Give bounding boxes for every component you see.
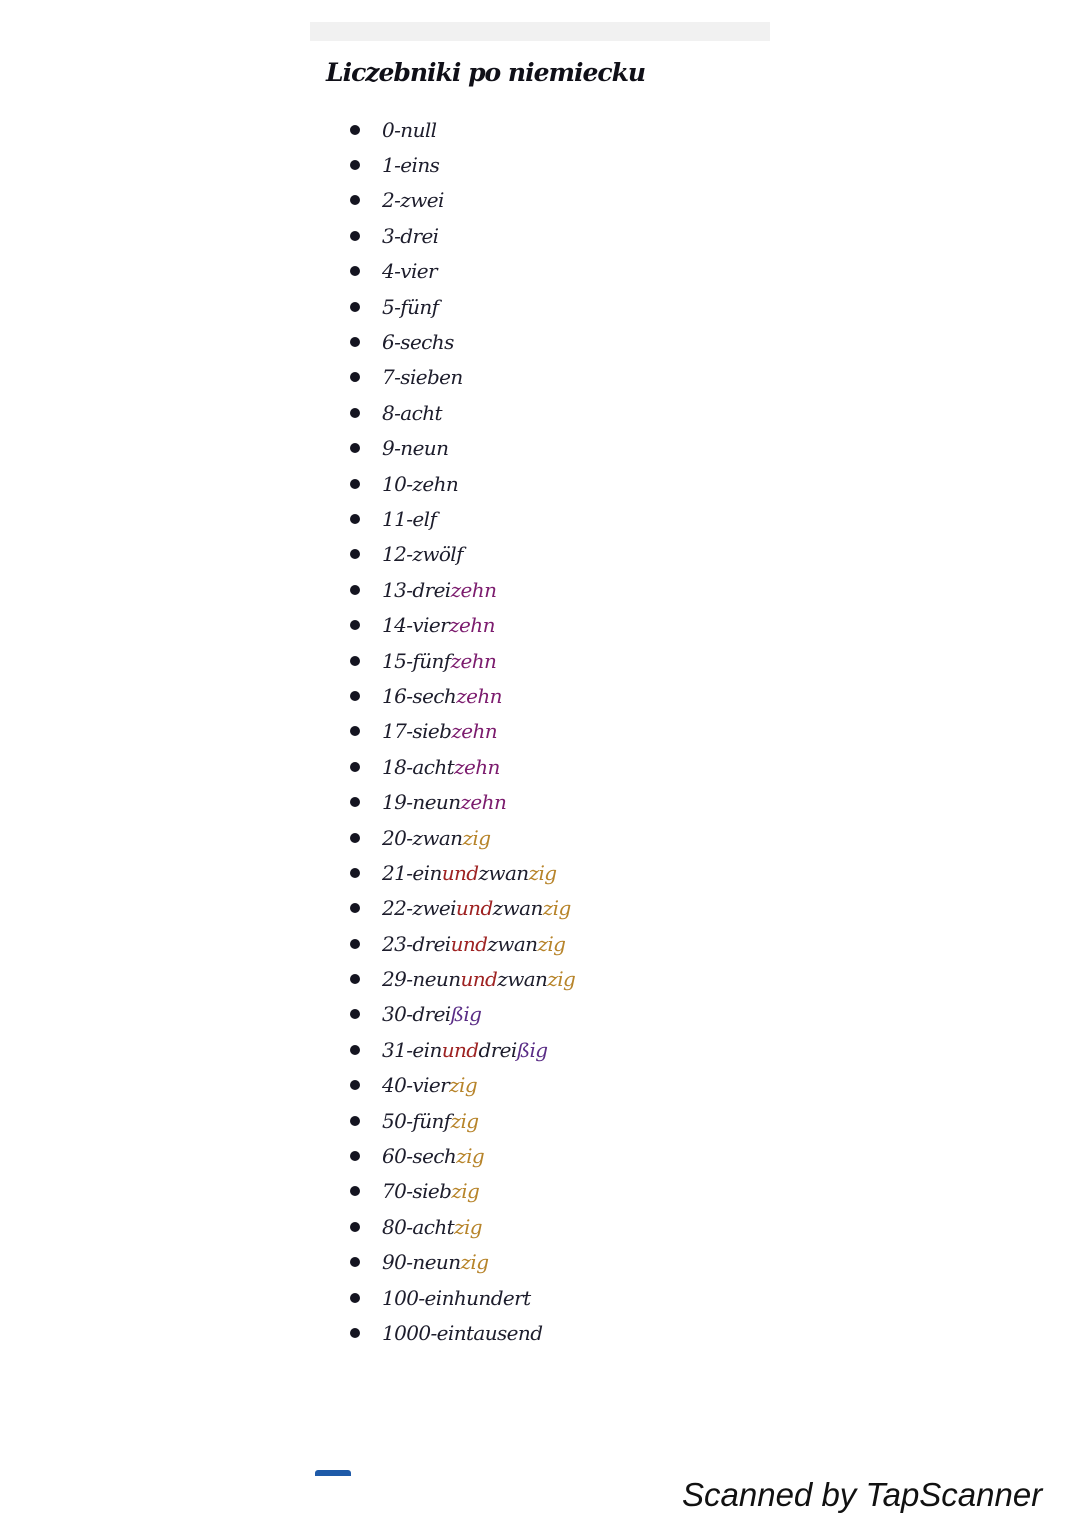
number-segment-plain: 5-fünf — [382, 294, 439, 319]
number-segment-plain: 50-fünf — [382, 1108, 451, 1133]
number-label — [382, 1002, 481, 1026]
number-label — [382, 365, 463, 389]
number-label — [382, 542, 463, 566]
number-label — [382, 153, 439, 177]
number-label — [382, 259, 437, 283]
number-label — [382, 613, 495, 637]
number-segment-und: und — [455, 896, 493, 921]
number-segment-plain: 60-sech — [382, 1144, 457, 1169]
bullet-icon — [350, 1116, 360, 1126]
number-label — [382, 330, 454, 354]
number-segment-ssig: ßig — [516, 1037, 548, 1062]
list-item — [350, 254, 575, 289]
list-item — [350, 855, 575, 890]
number-label — [382, 790, 506, 814]
bullet-icon — [350, 1328, 360, 1338]
page-title: Liczebniki po niemiecku — [326, 58, 646, 87]
number-segment-zig: zig — [456, 1144, 485, 1169]
number-segment-und: und — [441, 1037, 479, 1062]
number-segment-plain: 3-drei — [382, 223, 439, 248]
bullet-icon — [350, 585, 360, 595]
number-segment-zehn: zehn — [460, 790, 507, 815]
list-item — [350, 183, 575, 218]
list-item — [350, 466, 575, 501]
bullet-icon — [350, 231, 360, 241]
number-label — [382, 932, 565, 956]
number-segment-plain: 10-zehn — [382, 471, 459, 496]
number-segment-plain: 18-acht — [382, 754, 455, 779]
scanner-watermark: Scanned by TapScanner — [682, 1476, 1043, 1513]
number-segment-plain: 40-vier — [382, 1073, 450, 1098]
bullet-icon — [350, 691, 360, 701]
number-segment-zig: zig — [537, 931, 566, 956]
list-item — [350, 1174, 575, 1209]
list-item — [350, 218, 575, 253]
bullet-icon — [350, 903, 360, 913]
number-label — [382, 507, 436, 531]
bullet-icon — [350, 1257, 360, 1267]
number-label — [382, 684, 502, 708]
number-segment-plain: 80-acht — [382, 1214, 455, 1239]
list-item — [350, 572, 575, 607]
number-label — [382, 861, 557, 885]
number-segment-plain: 17-sieb — [382, 719, 452, 744]
number-label — [382, 719, 497, 743]
list-item — [350, 891, 575, 926]
list-item — [350, 784, 575, 819]
list-item — [350, 324, 575, 359]
number-label — [382, 295, 438, 319]
bullet-icon — [350, 302, 360, 312]
bullet-icon — [350, 337, 360, 347]
number-segment-zehn: zehn — [450, 577, 497, 602]
number-segment-zehn: zehn — [451, 719, 498, 744]
list-item — [350, 643, 575, 678]
bullet-icon — [350, 620, 360, 630]
list-item — [350, 820, 575, 855]
bullet-icon — [350, 372, 360, 382]
list-item — [350, 1032, 575, 1067]
bullet-icon — [350, 1080, 360, 1090]
number-segment-plain: 15-fünf — [382, 648, 451, 673]
number-segment-zig: zig — [460, 1250, 489, 1275]
number-segment-plain: 6-sechs — [382, 330, 454, 355]
number-segment-plain: 1000-eintausend — [382, 1320, 543, 1345]
number-label — [382, 1179, 479, 1203]
number-segment-plain: drei — [478, 1037, 517, 1062]
number-segment-zehn: zehn — [454, 754, 500, 779]
bullet-icon — [350, 1045, 360, 1055]
number-segment-plain: 90-neun — [382, 1250, 461, 1275]
bullet-icon — [350, 762, 360, 772]
number-segment-und: und — [450, 931, 488, 956]
number-label — [382, 1215, 482, 1239]
number-segment-plain: 16-sech — [382, 683, 457, 708]
list-item — [350, 1068, 575, 1103]
number-label — [382, 1321, 542, 1345]
number-segment-zig: zig — [462, 825, 491, 850]
number-segment-plain: 21-ein — [382, 860, 442, 885]
number-segment-plain: zwan — [478, 860, 529, 885]
list-item — [350, 961, 575, 996]
number-segment-und: und — [460, 967, 498, 992]
list-item — [350, 714, 575, 749]
list-item — [350, 289, 575, 324]
number-label — [382, 472, 458, 496]
bullet-icon — [350, 266, 360, 276]
bullet-icon — [350, 160, 360, 170]
number-label — [382, 967, 575, 991]
number-label — [382, 1038, 547, 1062]
number-segment-zig: zig — [542, 896, 571, 921]
number-segment-zig: zig — [450, 1108, 479, 1133]
bullet-icon — [350, 1151, 360, 1161]
number-segment-plain: 4-vier — [382, 259, 437, 284]
number-segment-plain: 23-drei — [382, 931, 451, 956]
bullet-icon — [350, 514, 360, 524]
number-segment-plain: 30-drei — [382, 1002, 451, 1027]
bullet-icon — [350, 974, 360, 984]
number-label — [382, 826, 490, 850]
number-segment-plain: 20-zwan — [382, 825, 463, 850]
number-segment-plain: 0-null — [382, 117, 437, 142]
list-item — [350, 678, 575, 713]
list-item — [350, 537, 575, 572]
list-item — [350, 1103, 575, 1138]
number-segment-plain: zwan — [492, 896, 543, 921]
number-segment-plain: 9-neun — [382, 436, 449, 461]
list-item — [350, 1280, 575, 1315]
list-item — [350, 1209, 575, 1244]
list-item — [350, 997, 575, 1032]
number-segment-plain: zwan — [487, 931, 538, 956]
number-segment-plain: 1-eins — [382, 153, 440, 178]
bullet-icon — [350, 1293, 360, 1303]
number-segment-plain: 100-einhundert — [382, 1285, 531, 1310]
number-segment-plain: 13-drei — [382, 577, 451, 602]
number-segment-plain: zwan — [497, 967, 548, 992]
bullet-icon — [350, 195, 360, 205]
number-segment-zig: zig — [451, 1179, 480, 1204]
bullet-icon — [350, 797, 360, 807]
top-strip — [310, 22, 770, 41]
bullet-icon — [350, 1186, 360, 1196]
number-label — [382, 649, 496, 673]
number-label — [382, 1073, 477, 1097]
number-label — [382, 1286, 531, 1310]
number-segment-plain: 14-vier — [382, 613, 450, 638]
bullet-icon — [350, 408, 360, 418]
bullet-icon — [350, 125, 360, 135]
bullet-icon — [350, 1222, 360, 1232]
bullet-icon — [350, 833, 360, 843]
number-label — [382, 224, 438, 248]
list-item — [350, 395, 575, 430]
list-item — [350, 1315, 575, 1350]
bullet-icon — [350, 868, 360, 878]
list-item — [350, 360, 575, 395]
number-segment-plain: 29-neun — [382, 967, 461, 992]
number-segment-plain: 19-neun — [382, 790, 461, 815]
bullet-icon — [350, 479, 360, 489]
number-segment-plain: 2-zwei — [382, 188, 444, 213]
number-label — [382, 436, 448, 460]
number-segment-ssig: ßig — [450, 1002, 482, 1027]
number-segment-und: und — [441, 860, 479, 885]
number-label — [382, 896, 571, 920]
number-segment-plain: 8-acht — [382, 400, 442, 425]
list-item — [350, 926, 575, 961]
list-item — [350, 749, 575, 784]
bullet-icon — [350, 549, 360, 559]
bullet-icon — [350, 939, 360, 949]
number-label — [382, 578, 496, 602]
number-list — [350, 112, 575, 1351]
number-segment-zehn: zehn — [449, 613, 495, 638]
number-segment-plain: 7-sieben — [382, 365, 463, 390]
list-item — [350, 501, 575, 536]
number-segment-zig: zig — [547, 967, 576, 992]
number-label — [382, 401, 442, 425]
number-label — [382, 118, 436, 142]
number-segment-plain: 11-elf — [382, 506, 437, 531]
bullet-icon — [350, 726, 360, 736]
blue-tab-marker — [315, 1470, 351, 1476]
number-label — [382, 188, 444, 212]
number-segment-zehn: zehn — [456, 683, 502, 708]
number-segment-plain: 31-ein — [382, 1037, 442, 1062]
list-item — [350, 1138, 575, 1173]
number-segment-plain: 22-zwei — [382, 896, 456, 921]
list-item — [350, 431, 575, 466]
number-segment-zig: zig — [449, 1073, 478, 1098]
number-segment-zig: zig — [454, 1214, 482, 1239]
list-item — [350, 607, 575, 642]
list-item — [350, 1245, 575, 1280]
number-segment-plain: 70-sieb — [382, 1179, 452, 1204]
number-label — [382, 1144, 484, 1168]
number-label — [382, 1250, 488, 1274]
bullet-icon — [350, 1009, 360, 1019]
number-label — [382, 1109, 479, 1133]
number-segment-zehn: zehn — [450, 648, 497, 673]
number-label — [382, 755, 500, 779]
number-segment-plain: 12-zwölf — [382, 542, 463, 567]
bullet-icon — [350, 443, 360, 453]
list-item — [350, 112, 575, 147]
list-item — [350, 147, 575, 182]
number-segment-zig: zig — [528, 860, 557, 885]
bullet-icon — [350, 656, 360, 666]
